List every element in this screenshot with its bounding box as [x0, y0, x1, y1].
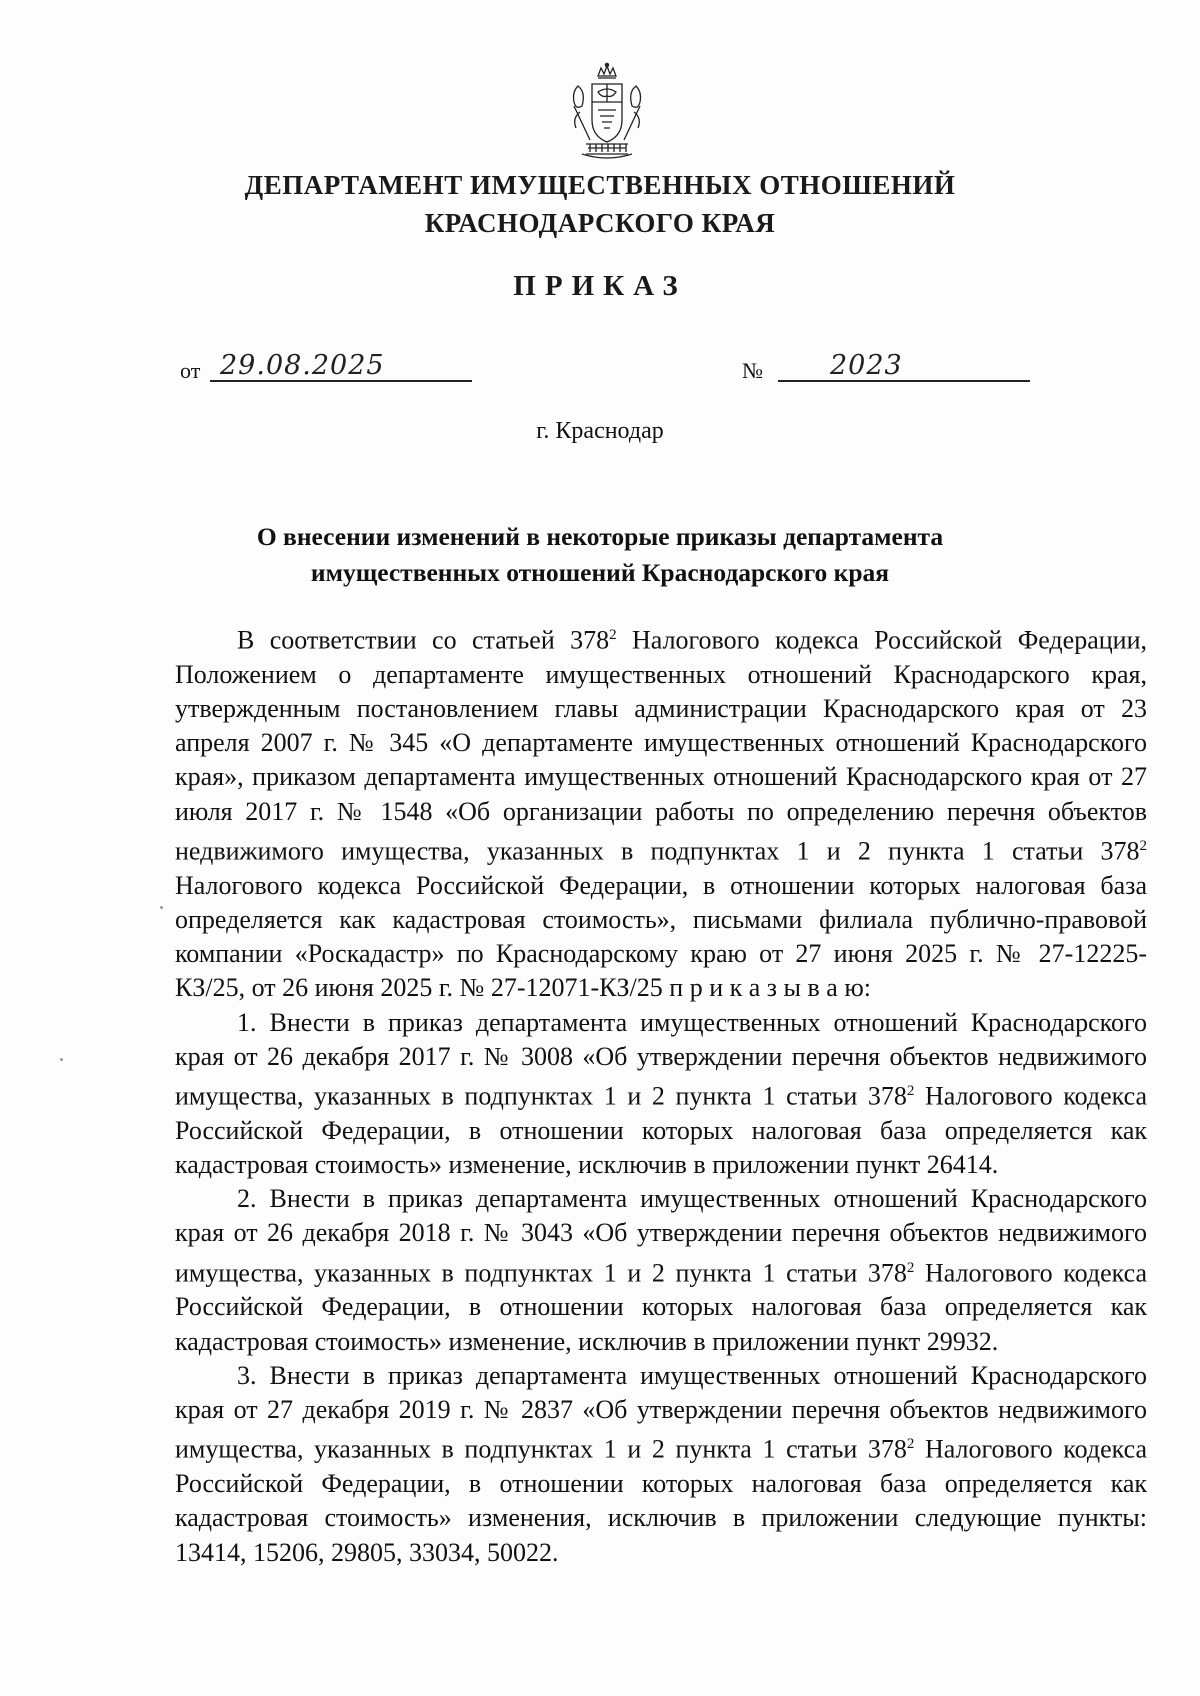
department-name-line1: ДЕПАРТАМЕНТ ИМУЩЕСТВЕННЫХ ОТНОШЕНИЙ — [244, 170, 956, 200]
handwritten-date: 29.08.2025 — [220, 350, 385, 381]
superscript: 2 — [1139, 837, 1147, 854]
item-text-1: 1. Внести в приказ департамента имущественных отношений Краснодарского края от 26 декабря 2017 г. № 3008 «Об утверждении перечня объектов недвижимого имущества, указанных в подпунктах 1 и 2 пункта 1 статьи 378 — [175, 1007, 1147, 1111]
order-word: п р и к а з ы в а ю: — [669, 973, 871, 1003]
preamble-paragraph — [175, 618, 1147, 1006]
superscript: 2 — [906, 1082, 915, 1099]
number-label: № — [742, 358, 763, 383]
item-text-2: Налогового кодекса Российской Федерации, в отношении которых налоговая база определяется как кадастровая стоимость» изменения, исключив в приложении следующие пункты: 13414, 15206, 29805, 33034, 50022. — [175, 1434, 1147, 1567]
krasnodar-coat-of-arms-icon — [568, 62, 646, 162]
subject-title-line2: имущественных отношений Краснодарского края — [310, 558, 890, 587]
preamble-text-2: Налогового кодекса Российской Федерации, Положением о департаменте имущественных отношений Краснодарского края, утвержденным постановлением главы администрации Краснодарского края от 23 апреля 2007 г. № 345 «О департаменте имущественных отношений Краснодарского края», приказом департамента имущественных отношений Краснодарского края от 27 июля 2017 г. № 1548 «Об организации работы по определению перечня объектов недвижимого имущества, указанных в подпунктах 1 и 2 пункта 1 статьи 378 — [175, 625, 1147, 866]
item-text-2: Налогового кодекса Российской Федерации, в отношении которых налоговая база определяется как кадастровая стоимость» изменение, исключив в приложении пункт 29932. — [175, 1258, 1147, 1356]
item-text-1: 2. Внести в приказ департамента имущественных отношений Краснодарского края от 26 декабря 2018 г. № 3043 «Об утверждении перечня объектов недвижимого имущества, указанных в подпунктах 1 и 2 пункта 1 статьи 378 — [175, 1184, 1147, 1288]
superscript: 2 — [906, 1259, 915, 1276]
subject-title-line1: О внесении изменений в некоторые приказы департамента — [256, 522, 944, 551]
scan-speck — [60, 1058, 63, 1061]
scan-speck — [160, 906, 163, 909]
preamble-text-1: В соответствии со статьей 378 — [237, 625, 610, 655]
preamble-text-3: Налогового кодекса Российской Федерации, в отношении которых налоговая база определяется как кадастровая стоимость», письмами филиала публично-правовой компании «Роскадастр» по Краснодарскому краю от 27 июня 2025 г. № 27-12225-КЗ/25, от 26 июня 2025 г. № 27-12071-КЗ/25 — [175, 870, 1147, 1003]
department-name-line2: КРАСНОДАРСКОГО КРАЯ — [424, 208, 776, 238]
order-item-3 — [175, 1359, 1147, 1570]
item-text-1: 3. Внести в приказ департамента имущественных отношений Краснодарского края от 27 декабря 2019 г. № 2837 «Об утверждении перечня объектов недвижимого имущества, указанных в подпунктах 1 и 2 пункта 1 статьи 378 — [175, 1360, 1147, 1464]
handwritten-number: 2023 — [830, 350, 903, 381]
superscript: 2 — [609, 627, 617, 643]
city: г. Краснодар — [536, 418, 664, 444]
document-type-title: ПРИКАЗ — [513, 270, 687, 302]
item-text-2: Налогового кодекса Российской Федерации, в отношении которых налоговая база определяется как кадастровая стоимость» изменение, исключив в приложении пункт 26414. — [175, 1081, 1147, 1180]
date-label: от — [180, 358, 201, 383]
order-item-1 — [175, 1006, 1147, 1183]
number-underline — [778, 380, 1030, 382]
document-body — [175, 618, 1147, 1570]
order-item-2 — [175, 1182, 1147, 1359]
superscript: 2 — [906, 1436, 915, 1453]
